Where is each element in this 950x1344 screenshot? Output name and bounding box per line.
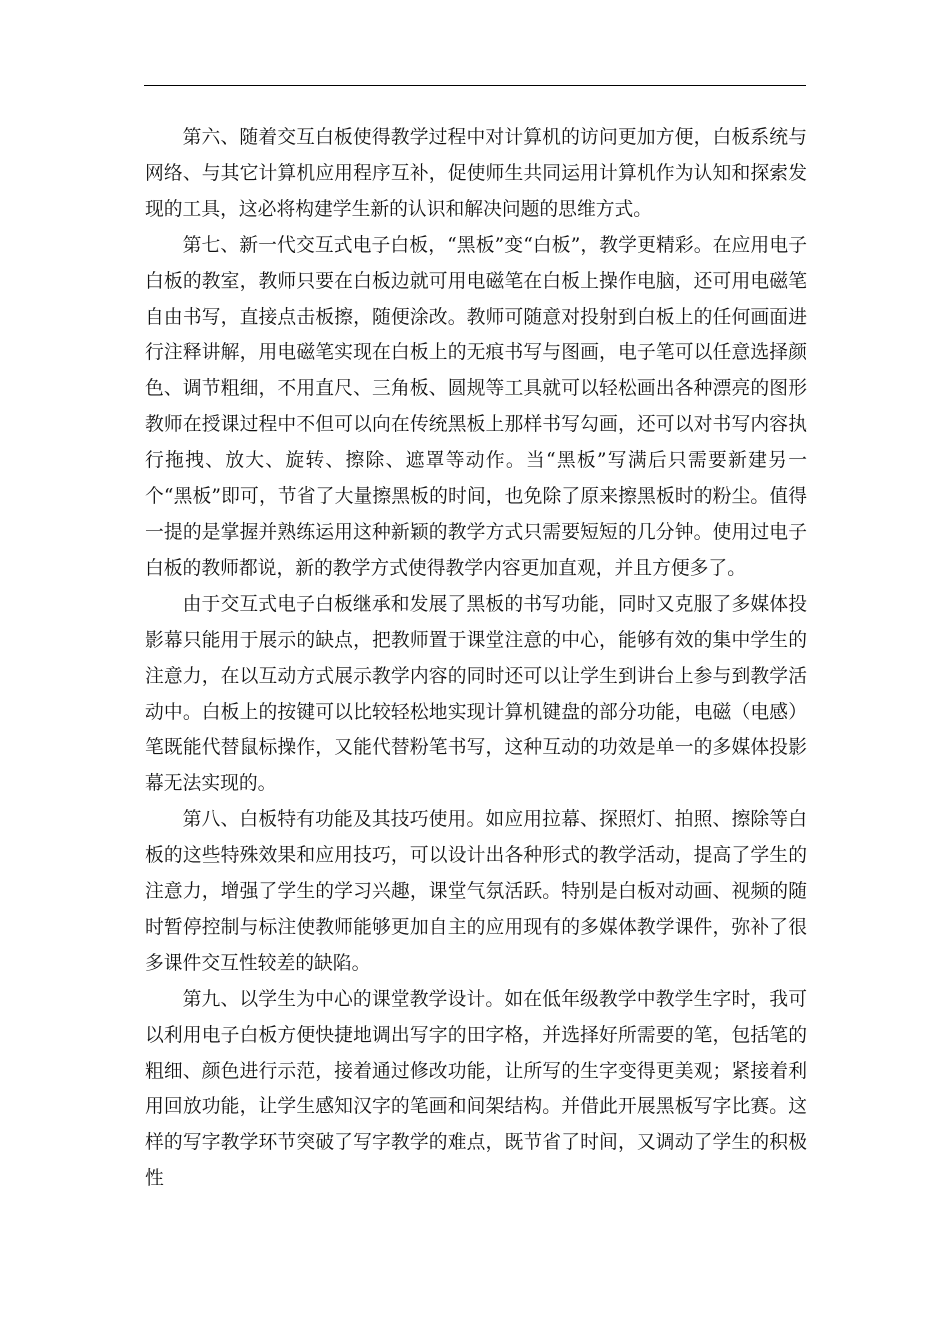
- paragraph-ninth: 第九、以学生为中心的课堂教学设计。如在低年级教学中教学生字时，我可以利用电子白板方便快捷地调出写字的田字格，并选择好所需要的笔，包括笔的粗细、颜色进行示范，接着通过修改功能，让所写的生字变得更美观；紧接着利用回放功能，让学生感知汉字的笔画和间架结构。并借此开展黑板写字比赛。这样的写字教学环节突破了写字教学的难点，既节省了时间，又调动了学生的积极性: [145, 988, 807, 1190]
- header-rule: [144, 85, 806, 86]
- paragraph-seventh: 第七、新一代交互式电子白板，“黑板”变“白板”，教学更精彩。在应用电子白板的教室，教师只要在白板边就可用电磁笔在白板上操作电脑，还可用电磁笔自由书写，直接点击板擦，随便涂改。教师可随意对投射到白板上的任何画面进行注释讲解，用电磁笔实现在白板上的无痕书写与图画，电子笔可以任意选择颜色、调节粗细，不用直尺、三角板、圆规等工具就可以轻松画出各种漂亮的图形教师在授课过程中不但可以向在传统黑板上那样书写勾画，还可以对书写内容执行拖拽、放大、旋转、擦除、遮罩等动作。当“黑板”写满后只需要新建另一个“黑板”即可，节省了大量擦黑板的时间，也免除了原来擦黑板时的粉尘。值得一提的是掌握并熟练运用这种新颖的教学方式只需要短短的几分钟。使用过电子白板的教师都说，新的教学方式使得教学内容更加直观，并且方便多了。: [145, 234, 807, 579]
- paragraph-sixth: 第六、随着交互白板使得教学过程中对计算机的访问更加方便，白板系统与网络、与其它计算机应用程序互补，促使师生共同运用计算机作为认知和探索发现的工具，这必将构建学生新的认识和解决问题的思维方式。: [145, 127, 807, 220]
- paragraph-eighth: 第八、白板特有功能及其技巧使用。如应用拉幕、探照灯、拍照、擦除等白板的这些特殊效果和应用技巧，可以设计出各种形式的教学活动，提高了学生的注意力，增强了学生的学习兴趣，课堂气氛活跃。特别是白板对动画、视频的随时暂停控制与标注使教师能够更加自主的应用现有的多媒体教学课件，弥补了很多课件交互性较差的缺陷。: [145, 809, 807, 974]
- document-body: [145, 120, 807, 1197]
- paragraph-interactive-whiteboard: 由于交互式电子白板继承和发展了黑板的书写功能，同时又克服了多媒体投影幕只能用于展示的缺点，把教师置于课堂注意的中心，能够有效的集中学生的注意力，在以互动方式展示教学内容的同时还可以让学生到讲台上参与到教学活动中。白板上的按键可以比较轻松地实现计算机键盘的部分功能，电磁（电感）笔既能代替鼠标操作，又能代替粉笔书写，这种互动的功效是单一的多媒体投影幕无法实现的。: [145, 593, 807, 795]
